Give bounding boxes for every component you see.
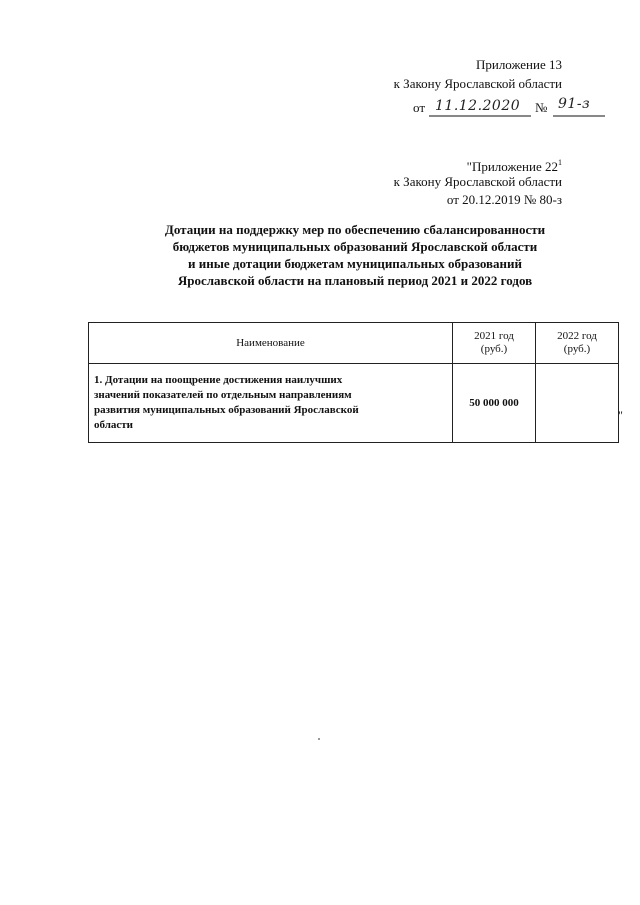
closing-quote: " [618, 408, 623, 422]
law-reference-2: к Закону Ярославской области [393, 174, 562, 189]
header-2022-unit: (руб.) [563, 343, 591, 355]
number-label: № [535, 100, 548, 115]
title-line-3: и иные дотации бюджетам муниципальных образований [187, 256, 523, 271]
header-name: Наименование [89, 323, 453, 364]
header-2022 [536, 323, 619, 364]
law-date-number-line [413, 98, 613, 120]
appendix-13-label: Приложение 13 [475, 57, 562, 72]
title-line-1: Дотации на поддержку мер по обеспечению сбалансированности [164, 222, 546, 237]
table-header-row [89, 323, 619, 364]
row-name-line-3: развития муниципальных образований Ярославской [94, 404, 359, 416]
header-2021-year: 2021 год [474, 330, 514, 342]
law-reference: к Закону Ярославской области [393, 76, 562, 91]
law-reference-2-date: от 20.12.2019 № 80-з [446, 192, 562, 207]
row-name [89, 364, 453, 443]
appendix-22-superscript: 1 [558, 158, 562, 167]
from-label: от [413, 100, 426, 115]
document-title [120, 221, 590, 289]
handwritten-date: 11.12.2020 [435, 98, 521, 114]
scan-speck [318, 738, 320, 740]
row-name-line-4: области [94, 419, 134, 431]
handwritten-number: 91-з [558, 96, 591, 112]
appendix-22-label [467, 154, 562, 175]
title-line-4: Ярославской области на плановый период 2021 и 2022 годов [177, 273, 533, 288]
header-2021 [453, 323, 536, 364]
row-name-line-2: значений показателей по отдельным направлениям [94, 389, 352, 401]
subsidy-table [88, 322, 619, 443]
row-2021-amount: 50 000 000 [453, 364, 536, 443]
table-row [89, 364, 619, 443]
row-2022-amount [536, 364, 619, 443]
title-line-2: бюджетов муниципальных образований Ярославской области [172, 239, 538, 254]
row-name-line-1: 1. Дотации на поощрение достижения наилучших [94, 374, 343, 386]
appendix-22-text: "Приложение 22 [466, 159, 558, 174]
header-2022-year: 2022 год [557, 330, 597, 342]
header-2021-unit: (руб.) [480, 343, 508, 355]
